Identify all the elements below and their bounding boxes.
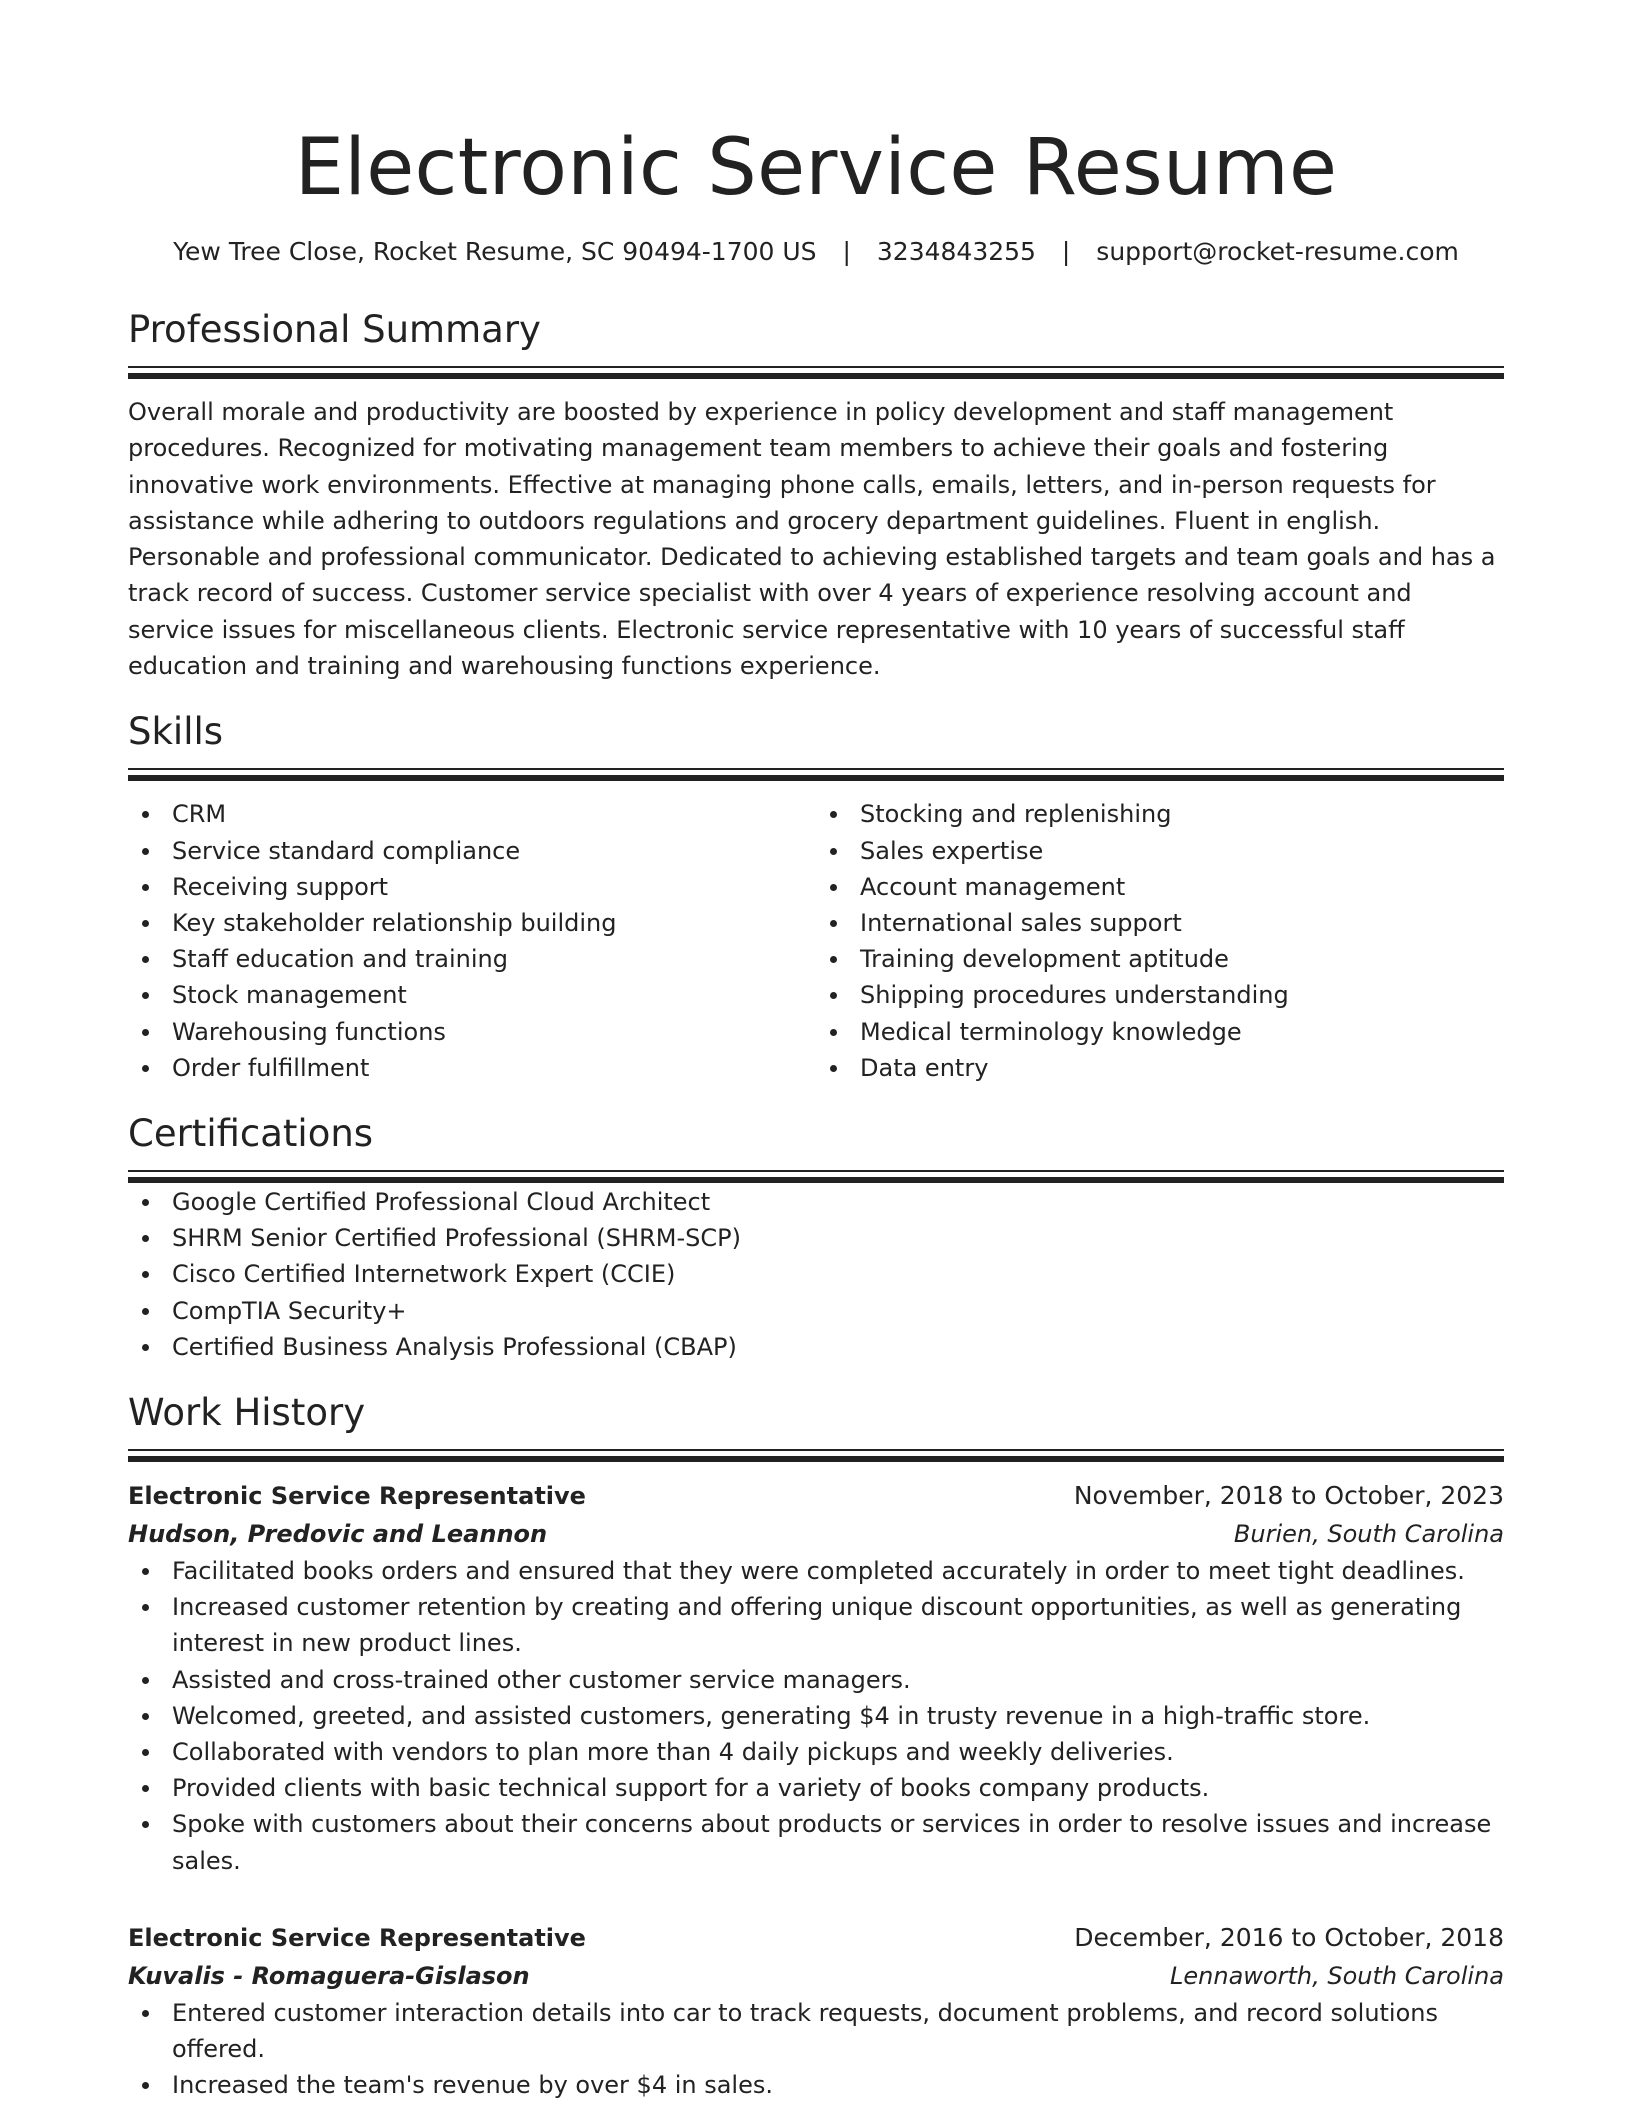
section-divider: [128, 1449, 1504, 1463]
skill-item: Receiving support: [128, 869, 816, 905]
job-bullet: Increased the team's revenue by over $4 in sales.: [128, 2067, 1504, 2103]
certification-item: Certified Business Analysis Professional (CBAP): [128, 1329, 1504, 1365]
job-dates: November, 2018 to October, 2023: [1073, 1481, 1504, 1511]
skill-item: Key stakeholder relationship building: [128, 905, 816, 941]
certifications-list: [128, 1184, 1504, 1365]
certification-item: CompTIA Security+: [128, 1293, 1504, 1329]
certification-item: SHRM Senior Certified Professional (SHRM-SCP): [128, 1220, 1504, 1256]
job-bullets: [128, 1995, 1504, 2104]
job-bullet: Collaborated with vendors to plan more than 4 daily pickups and weekly deliveries.: [128, 1734, 1504, 1770]
skill-item: CRM: [128, 796, 816, 832]
job-title: Electronic Service Representative: [128, 1482, 586, 1511]
contact-email: support@rocket-resume.com: [1096, 237, 1459, 266]
contact-line: [128, 236, 1504, 268]
skill-item: Training development aptitude: [816, 941, 1504, 977]
job-bullet: Assisted and cross-trained other customer service managers.: [128, 1662, 1504, 1698]
skill-item: Warehousing functions: [128, 1014, 816, 1050]
skill-item: International sales support: [816, 905, 1504, 941]
section-divider: [128, 768, 1504, 782]
job-bullet: Increased customer retention by creating and offering unique discount opportunities, as well as generating interest in new product lines.: [128, 1589, 1504, 1661]
contact-separator: |: [1061, 237, 1071, 266]
job-company: Kuvalis - Romaguera-Gislason: [128, 1961, 530, 1990]
job-entry: [128, 1919, 1504, 2104]
skills-column-right: [816, 796, 1504, 1086]
skills-section: [128, 708, 1504, 1086]
job-entry: [128, 1477, 1504, 1879]
section-heading: Skills: [128, 710, 224, 754]
skill-item: Staff education and training: [128, 941, 816, 977]
work-history-section: [128, 1389, 1504, 2103]
job-bullet: Facilitated books orders and ensured that they were completed accurately in order to meet tight deadlines.: [128, 1553, 1504, 1589]
certification-item: Google Certified Professional Cloud Architect: [128, 1184, 1504, 1220]
contact-phone: 3234843255: [876, 237, 1036, 266]
skill-item: Service standard compliance: [128, 833, 816, 869]
skills-column-left: [128, 796, 816, 1086]
skill-item: Stocking and replenishing: [816, 796, 1504, 832]
skills-grid: [128, 796, 1504, 1086]
skill-item: Shipping procedures understanding: [816, 977, 1504, 1013]
job-bullet: Entered customer interaction details into car to track requests, document problems, and record solutions offered.: [128, 1995, 1504, 2067]
job-title: Electronic Service Representative: [128, 1923, 586, 1952]
section-divider: [128, 366, 1504, 380]
summary-text: Overall morale and productivity are boosted by experience in policy development and staff management procedures. Recognized for motivating management team members to achieve their goals and fostering innovative work environments. Effective at managing phone calls, emails, letters, and in-person requests for assistance while adhering to outdoors regulations and grocery department guidelines. Fluent in english. Personable and professional communicator. Dedicated to achieving established targets and team goals and has a track record of success. Customer service specialist with over 4 years of experience resolving account and service issues for miscellaneous clients. Electronic service representative with 10 years of successful staff education and training and warehousing functions experience.: [128, 398, 1496, 681]
contact-separator: |: [842, 237, 851, 266]
skill-item: Medical terminology knowledge: [816, 1014, 1504, 1050]
skill-item: Sales expertise: [816, 833, 1504, 869]
job-bullet: Spoke with customers about their concerns about products or services in order to resolve issues and increase sales.: [128, 1806, 1504, 1878]
job-location: Burien, South Carolina: [1233, 1520, 1504, 1549]
job-dates: December, 2016 to October, 2018: [1074, 1922, 1504, 1952]
section-heading: Certifications: [128, 1112, 374, 1155]
skill-item: Stock management: [128, 977, 816, 1013]
section-heading: Professional Summary: [128, 308, 541, 351]
job-company: Hudson, Predovic and Leannon: [128, 1520, 548, 1549]
job-location: Lennaworth, South Carolina: [1170, 1961, 1504, 1990]
skill-item: Order fulfillment: [128, 1050, 816, 1086]
resume-title: Electronic Service Resume: [294, 123, 1338, 213]
certifications-section: [128, 1110, 1504, 1365]
section-divider: [128, 1170, 1504, 1184]
certification-item: Cisco Certified Internetwork Expert (CCIE): [128, 1256, 1504, 1292]
job-bullets: [128, 1553, 1504, 1879]
skill-item: Account management: [816, 869, 1504, 905]
contact-address: Yew Tree Close, Rocket Resume, SC 90494-1700 US: [173, 237, 817, 266]
professional-summary-section: [128, 306, 1504, 684]
skill-item: Data entry: [816, 1050, 1504, 1086]
job-bullet: Welcomed, greeted, and assisted customers, generating $4 in trusty revenue in a high-traffic store.: [128, 1698, 1504, 1734]
job-bullet: Provided clients with basic technical support for a variety of books company products.: [128, 1770, 1504, 1806]
section-heading: Work History: [128, 1391, 366, 1435]
